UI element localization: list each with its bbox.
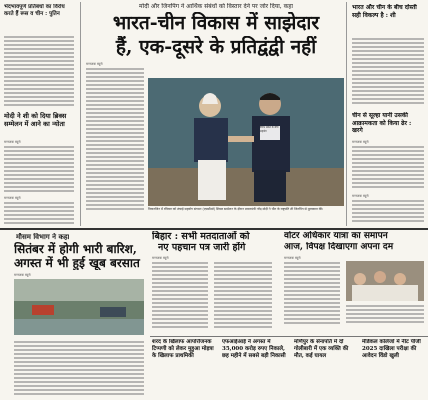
right-column: [348, 0, 428, 228]
story-d-headline: मेडिकल कॉलेजों में नीट पीजी 2025 दाखिला परीक्षा की आवेदन विंडो खुली: [362, 339, 421, 359]
voter-headline-line2: आज, विपक्ष दिखाएगा अपना दम: [284, 242, 394, 252]
section-divider: [0, 228, 428, 230]
main-photo-caption: तियानजिन में रविवार को शंघाई सहयोग संगठन (एससीओ) शिखर सम्मेलन के दौरान प्रधानमंत्री नरेंद्र मोदी ने चीन के राष्ट्रपति शी जिनपिंग से मुलाकात की।: [148, 207, 324, 211]
story-a-headline: शरद के खिलाफ आपत्तिजनक टिप्पणी को लेकर मुहुआ मोइत्रा के खिलाफ प्राथमिकी: [152, 339, 214, 359]
photo-inset-text: टैरिफ संकट के बीच सहयोग: [260, 126, 279, 133]
bottom-divider: [150, 336, 428, 337]
left-column: [0, 0, 78, 228]
story-d: [360, 338, 428, 400]
story-a: [150, 338, 218, 400]
right-divider: [346, 2, 347, 226]
left-story3-byline: मणजक ब्यूरो: [4, 196, 21, 200]
left-story2-byline: मणजक ब्यूरो: [4, 140, 21, 144]
voter-photo: [346, 261, 424, 301]
story-c-headline: मणिपुर के सेनापति में दो गोलीबारी में एक व्यक्ति की मौत, कई घायल: [294, 339, 349, 359]
right-story3-byline: मणजक ब्यूरो: [352, 194, 369, 198]
bihar-body-col2: [214, 262, 272, 330]
voter-byline: मणजक ब्यूरो: [284, 256, 301, 260]
weather-headline-line2: अगस्त में भी हुई खूब बरसात: [14, 256, 140, 270]
main-headline-line1: भारत-चीन विकास में साझेदार: [112, 12, 320, 34]
left-story3-body: [4, 202, 74, 226]
voter-body: [284, 262, 340, 326]
right-story2-byline: मणजक ब्यूरो: [352, 140, 369, 144]
right-story2-body: [352, 146, 424, 190]
story-b-headline: एफआईआई ने अगस्त में 35,000 करोड़ रुपए निकाले, छह महीने में सबसे बड़ी निकासी: [222, 339, 286, 359]
voter-headline-line1: वोटर अधिकार यात्रा का समापन: [284, 231, 388, 241]
leaders-handshake-photo: [148, 78, 344, 206]
weather-story: [0, 231, 150, 400]
left-divider: [80, 2, 81, 226]
weather-photo: [14, 279, 144, 335]
left-top-body: [4, 36, 74, 108]
flood-road-photo: [14, 279, 144, 335]
left-story2-body: [4, 146, 74, 194]
weather-kicker: मौसम विभाग ने कहा: [16, 233, 70, 241]
right-quote-headline: भारत और चीन के बीच दोस्ती सही विकल्प है : शी: [352, 4, 417, 19]
main-kicker: मोदी और जिनपिंग ने आर्थिक संबंधों को विस्तार देने पर जोर दिया, कहा: [139, 3, 293, 10]
right-story3-body: [352, 200, 424, 224]
bihar-byline: मणजक ब्यूरो: [152, 256, 169, 260]
right-quote-body: [352, 38, 424, 106]
weather-headline-line1: सितंबर में होगी भारी बारिश,: [14, 242, 137, 256]
story-c: [292, 338, 358, 400]
left-top-headline: भेदभावपूर्ण प्रतिबंधों का विरोध करते हैं रूस व चीन : पुतिन: [4, 4, 65, 17]
left-story2-headline: मोदी ने शी को दिया ब्रिक्स सम्मेलन में आने का न्योता: [4, 112, 67, 128]
main-left-body: [86, 68, 144, 212]
weather-body: [14, 341, 144, 397]
rally-crowd-photo: [346, 261, 424, 301]
bihar-body: [152, 262, 208, 330]
bihar-story: [150, 231, 280, 335]
weather-byline: मणजक ब्यूरो: [14, 273, 31, 277]
main-photo: [148, 78, 344, 206]
main-byline: मणजक ब्यूरो: [86, 62, 103, 66]
bihar-headline-line1: बिहार : सभी मतदाताओं को: [152, 231, 250, 242]
voter-story: [282, 231, 428, 335]
voter-body-col2: [346, 305, 424, 325]
right-story2-headline: चीन से सूल्हा यानी उसकी आक्रामकता को किया ढेर : खरगे: [352, 112, 412, 134]
main-headline-line2: हैं, एक-दूसरे के प्रतिद्वंद्वी नहीं: [115, 36, 317, 58]
story-b: [220, 338, 290, 400]
bihar-headline-line2: नए पहचान पत्र जारी होंगे: [158, 242, 246, 253]
